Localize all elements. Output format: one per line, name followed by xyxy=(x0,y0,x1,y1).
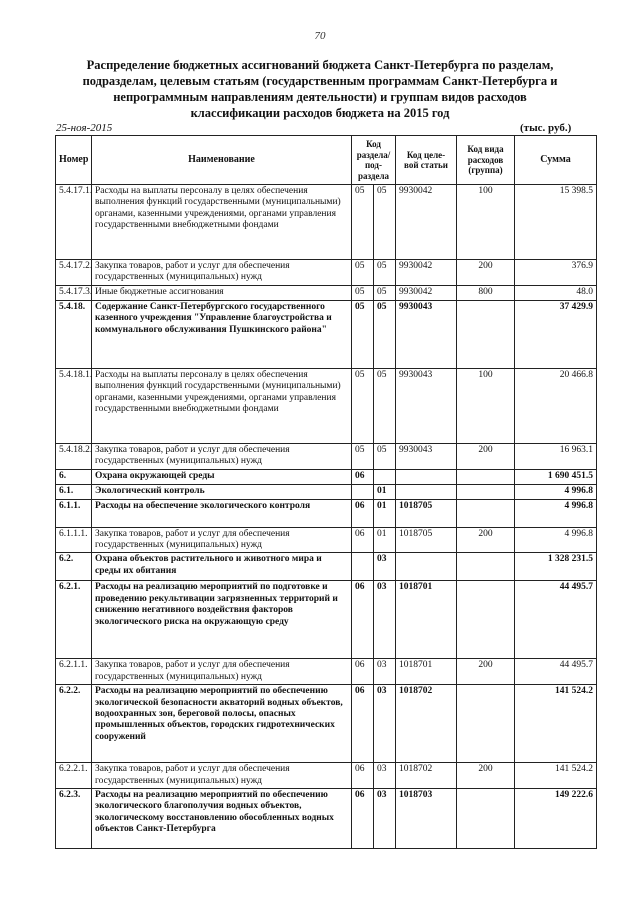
row-section-code: 05 xyxy=(352,368,374,443)
page-number: 70 xyxy=(314,30,326,42)
row-expense-type-code: 800 xyxy=(457,285,515,300)
row-article-code: 1018702 xyxy=(396,685,457,763)
row-expense-type-code xyxy=(457,499,515,527)
row-article-code: 1018705 xyxy=(396,527,457,553)
row-section-code: 05 xyxy=(352,260,374,286)
row-expense-type-code xyxy=(457,553,515,581)
row-section-code: 06 xyxy=(352,499,374,527)
row-section-code: 06 xyxy=(352,527,374,553)
row-section-code: 05 xyxy=(352,300,374,368)
row-subsection-code: 03 xyxy=(374,789,396,849)
row-sum: 141 524.2 xyxy=(515,763,597,789)
table-row xyxy=(56,300,597,368)
row-section-code: 06 xyxy=(352,763,374,789)
row-sum: 44 495.7 xyxy=(515,659,597,685)
row-number: 6.1.1.1. xyxy=(56,527,92,553)
table-row xyxy=(56,185,597,260)
row-article-code: 1018702 xyxy=(396,763,457,789)
row-subsection-code: 01 xyxy=(374,484,396,499)
row-subsection-code: 01 xyxy=(374,527,396,553)
row-subsection-code: 05 xyxy=(374,443,396,469)
row-name: Охрана окружающей среды xyxy=(92,469,352,484)
row-subsection-code: 05 xyxy=(374,300,396,368)
row-article-code: 9930043 xyxy=(396,443,457,469)
row-name: Расходы на выплаты персоналу в целях обеспечения выполнения функций государственными (муниципальными) органами, казенными учреждениями, органами управления государственными внебюджетными фондами xyxy=(92,368,352,443)
table-row xyxy=(56,368,597,443)
row-name: Закупка товаров, работ и услуг для обеспечения государственных (муниципальных) нужд xyxy=(92,659,352,685)
row-name: Экологический контроль xyxy=(92,484,352,499)
row-expense-type-code: 100 xyxy=(457,368,515,443)
row-subsection-code: 03 xyxy=(374,581,396,659)
row-subsection-code xyxy=(374,469,396,484)
table-row xyxy=(56,553,597,581)
row-name: Расходы на выплаты персоналу в целях обеспечения выполнения функций государственными (муниципальными) органами, казенными учреждениями, органами управления государственными внебюджетными фондами xyxy=(92,185,352,260)
header-name: Наименование xyxy=(92,136,352,185)
row-name: Расходы на обеспечение экологического контроля xyxy=(92,499,352,527)
row-sum: 4 996.8 xyxy=(515,527,597,553)
row-number: 6. xyxy=(56,469,92,484)
row-section-code: 05 xyxy=(352,185,374,260)
row-expense-type-code xyxy=(457,300,515,368)
table-row xyxy=(56,499,597,527)
table-row xyxy=(56,685,597,763)
row-section-code: 06 xyxy=(352,581,374,659)
row-article-code xyxy=(396,553,457,581)
row-expense-type-code xyxy=(457,789,515,849)
row-sum: 44 495.7 xyxy=(515,581,597,659)
table-row xyxy=(56,527,597,553)
row-section-code: 06 xyxy=(352,685,374,763)
table-row xyxy=(56,763,597,789)
row-subsection-code: 03 xyxy=(374,659,396,685)
row-name: Содержание Санкт-Петербургского государственного казенного учреждения "Управление благоустройства и коммунального обслуживания Пушкинского района" xyxy=(92,300,352,368)
row-number: 5.4.17.2. xyxy=(56,260,92,286)
table-row xyxy=(56,285,597,300)
row-expense-type-code: 200 xyxy=(457,527,515,553)
row-name: Расходы на реализацию мероприятий по подготовке и проведению рекультивации загрязненных территорий и снижению негативного воздействия факторов экологического риска на окружающую среду xyxy=(92,581,352,659)
row-sum: 16 963.1 xyxy=(515,443,597,469)
row-subsection-code: 01 xyxy=(374,499,396,527)
row-subsection-code: 05 xyxy=(374,260,396,286)
row-expense-type-code xyxy=(457,484,515,499)
row-number: 6.1. xyxy=(56,484,92,499)
row-section-code: 06 xyxy=(352,469,374,484)
row-sum: 141 524.2 xyxy=(515,685,597,763)
row-name: Закупка товаров, работ и услуг для обеспечения государственных (муниципальных) нужд xyxy=(92,443,352,469)
row-sum: 376.9 xyxy=(515,260,597,286)
table-header-row xyxy=(56,136,597,185)
row-number: 6.2.1.1. xyxy=(56,659,92,685)
row-sum: 4 996.8 xyxy=(515,499,597,527)
row-section-code xyxy=(352,484,374,499)
row-section-code: 06 xyxy=(352,659,374,685)
row-number: 6.2.1. xyxy=(56,581,92,659)
row-sum: 48.0 xyxy=(515,285,597,300)
row-article-code: 1018705 xyxy=(396,499,457,527)
row-subsection-code: 05 xyxy=(374,368,396,443)
row-sum: 15 398.5 xyxy=(515,185,597,260)
table-row xyxy=(56,260,597,286)
table-row xyxy=(56,581,597,659)
row-expense-type-code: 200 xyxy=(457,763,515,789)
row-expense-type-code xyxy=(457,581,515,659)
row-number: 5.4.17.3. xyxy=(56,285,92,300)
row-expense-type-code: 200 xyxy=(457,659,515,685)
row-article-code: 1018701 xyxy=(396,659,457,685)
row-number: 6.1.1. xyxy=(56,499,92,527)
row-number: 6.2.2. xyxy=(56,685,92,763)
header-number: Номер xyxy=(56,136,92,185)
row-sum: 4 996.8 xyxy=(515,484,597,499)
row-sum: 20 466.8 xyxy=(515,368,597,443)
budget-table xyxy=(55,135,597,849)
row-subsection-code: 03 xyxy=(374,763,396,789)
row-article-code: 1018701 xyxy=(396,581,457,659)
row-section-code: 05 xyxy=(352,285,374,300)
table-row xyxy=(56,484,597,499)
row-name: Закупка товаров, работ и услуг для обеспечения государственных (муниципальных) нужд xyxy=(92,260,352,286)
row-name: Закупка товаров, работ и услуг для обеспечения государственных (муниципальных) нужд xyxy=(92,763,352,789)
row-section-code: 06 xyxy=(352,789,374,849)
row-article-code: 9930042 xyxy=(396,285,457,300)
row-expense-type-code xyxy=(457,685,515,763)
row-expense-type-code: 100 xyxy=(457,185,515,260)
row-section-code xyxy=(352,553,374,581)
row-name: Охрана объектов растительного и животного мира и среды их обитания xyxy=(92,553,352,581)
row-sum: 1 690 451.5 xyxy=(515,469,597,484)
table-row xyxy=(56,469,597,484)
row-number: 5.4.18. xyxy=(56,300,92,368)
row-name: Расходы на реализацию мероприятий по обеспечению экологического благополучия водных объектов, экологическому восстановлению обособленных водных объектов Санкт-Петербурга xyxy=(92,789,352,849)
row-section-code: 05 xyxy=(352,443,374,469)
row-article-code: 9930043 xyxy=(396,368,457,443)
row-expense-type-code xyxy=(457,469,515,484)
row-article-code xyxy=(396,469,457,484)
header-article-code: Код целе- вой статьи xyxy=(396,136,457,185)
row-article-code: 9930043 xyxy=(396,300,457,368)
row-subsection-code: 03 xyxy=(374,553,396,581)
table-row xyxy=(56,659,597,685)
header-sum: Сумма xyxy=(515,136,597,185)
row-number: 5.4.18.1. xyxy=(56,368,92,443)
row-article-code xyxy=(396,484,457,499)
document-date: 25-ноя-2015 xyxy=(56,122,113,134)
header-section-code: Код раздела/ под- раздела xyxy=(352,136,396,185)
row-article-code: 9930042 xyxy=(396,185,457,260)
row-article-code: 1018703 xyxy=(396,789,457,849)
row-number: 6.2.3. xyxy=(56,789,92,849)
table-row xyxy=(56,443,597,469)
row-number: 6.2. xyxy=(56,553,92,581)
row-article-code: 9930042 xyxy=(396,260,457,286)
row-sum: 149 222.6 xyxy=(515,789,597,849)
row-sum: 37 429.9 xyxy=(515,300,597,368)
row-expense-type-code: 200 xyxy=(457,260,515,286)
row-subsection-code: 05 xyxy=(374,285,396,300)
row-expense-type-code: 200 xyxy=(457,443,515,469)
row-name: Иные бюджетные ассигнования xyxy=(92,285,352,300)
units-label: (тыс. руб.) xyxy=(520,122,572,134)
row-name: Закупка товаров, работ и услуг для обеспечения государственных (муниципальных) нужд xyxy=(92,527,352,553)
table-row xyxy=(56,789,597,849)
row-number: 5.4.18.2. xyxy=(56,443,92,469)
row-name: Расходы на реализацию мероприятий по обеспечению экологической безопасности акваторий водных объектов, водоохранных зон, береговой полосы, опасных промышленных объектов, городских гидротехнических сооружений xyxy=(92,685,352,763)
row-number: 5.4.17.1. xyxy=(56,185,92,260)
row-number: 6.2.2.1. xyxy=(56,763,92,789)
row-subsection-code: 05 xyxy=(374,185,396,260)
document-title: Распределение бюджетных ассигнований бюджета Санкт-Петербурга по разделам, подразделам, целевым статьям (государственным программам Санкт-Петербурга и непрограммным направлениям деятельности) и группам видов расходов классификации расходов бюджета на 2015 год xyxy=(82,58,558,120)
row-sum: 1 328 231.5 xyxy=(515,553,597,581)
table-body xyxy=(56,185,597,849)
row-subsection-code: 03 xyxy=(374,685,396,763)
header-expense-type-code: Код вида расходов (группа) xyxy=(457,136,515,185)
